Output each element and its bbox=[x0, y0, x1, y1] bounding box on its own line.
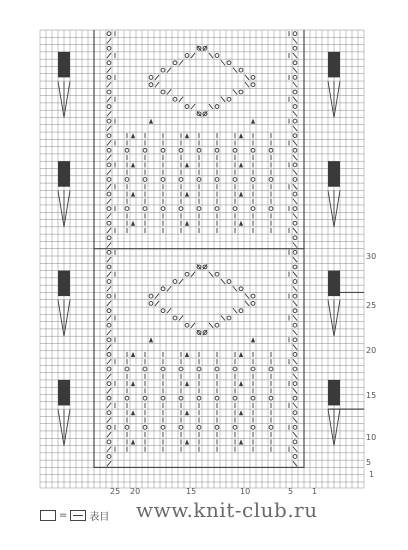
decrease-symbol bbox=[107, 170, 111, 175]
yarn-over-symbol bbox=[161, 367, 165, 371]
yarn-over-symbol bbox=[293, 105, 297, 109]
yarn-over-symbol bbox=[251, 83, 255, 87]
decrease-symbol bbox=[293, 97, 297, 102]
yarn-over-symbol bbox=[251, 301, 255, 305]
yarn-over-symbol bbox=[173, 280, 177, 284]
decrease-symbol bbox=[293, 53, 297, 58]
decrease-symbol bbox=[107, 432, 111, 437]
decrease-symbol bbox=[221, 315, 225, 320]
row-number-10: 10 bbox=[366, 433, 377, 442]
yarn-over-symbol bbox=[215, 148, 219, 152]
yarn-over-symbol bbox=[179, 425, 183, 429]
yarn-over-symbol bbox=[185, 54, 189, 58]
cable-cross-symbol bbox=[328, 271, 340, 297]
yarn-over-symbol bbox=[293, 352, 297, 356]
double-decrease-symbol bbox=[239, 381, 243, 386]
yarn-over-symbol bbox=[233, 396, 237, 400]
decrease-symbol bbox=[209, 323, 213, 328]
decrease-symbol bbox=[191, 272, 195, 277]
decrease-symbol bbox=[293, 155, 297, 160]
yarn-over-symbol bbox=[233, 367, 237, 371]
decrease-symbol bbox=[293, 38, 297, 43]
decrease-symbol bbox=[107, 82, 111, 87]
decrease-symbol bbox=[107, 155, 111, 160]
yarn-over-symbol bbox=[293, 75, 297, 79]
yarn-over-symbol bbox=[179, 396, 183, 400]
yarn-over-symbol bbox=[251, 178, 255, 182]
decrease-symbol bbox=[167, 89, 171, 94]
yarn-over-symbol bbox=[293, 440, 297, 444]
yarn-over-symbol bbox=[293, 148, 297, 152]
decrease-symbol bbox=[293, 286, 297, 291]
yarn-over-symbol bbox=[143, 367, 147, 371]
yarn-over-symbol bbox=[173, 97, 177, 101]
decrease-symbol bbox=[233, 89, 237, 94]
decrease-symbol bbox=[167, 68, 171, 73]
yarn-over-symbol bbox=[161, 207, 165, 211]
row-number-25: 25 bbox=[366, 301, 377, 310]
yarn-over-symbol bbox=[107, 178, 111, 182]
yarn-over-symbol bbox=[149, 294, 153, 298]
decrease-symbol bbox=[293, 432, 297, 437]
yarn-over-symbol bbox=[161, 309, 165, 313]
yarn-over-symbol bbox=[197, 148, 201, 152]
decrease-symbol bbox=[107, 388, 111, 393]
decrease-symbol bbox=[245, 82, 249, 87]
yarn-over-symbol bbox=[107, 411, 111, 415]
yarn-over-symbol bbox=[107, 90, 111, 94]
yarn-over-symbol bbox=[107, 323, 111, 327]
decrease-symbol bbox=[167, 308, 171, 313]
decrease-symbol bbox=[107, 461, 111, 466]
row-number-5: 5 bbox=[366, 458, 372, 467]
yarn-over-symbol bbox=[185, 105, 189, 109]
yarn-over-symbol bbox=[161, 396, 165, 400]
decrease-symbol bbox=[107, 111, 111, 116]
yarn-over-symbol bbox=[107, 236, 111, 240]
decrease-symbol bbox=[167, 286, 171, 291]
yarn-over-symbol bbox=[293, 119, 297, 123]
yarn-over-symbol bbox=[239, 287, 243, 291]
yarn-over-symbol bbox=[143, 178, 147, 182]
yarn-over-symbol bbox=[293, 265, 297, 269]
yarn-over-symbol bbox=[293, 207, 297, 211]
double-decrease-symbol bbox=[149, 119, 153, 124]
yarn-over-symbol bbox=[107, 32, 111, 36]
decrease-symbol bbox=[245, 301, 249, 306]
yarn-over-symbol bbox=[107, 338, 111, 342]
decrease-symbol bbox=[179, 60, 183, 65]
chart-grid bbox=[40, 30, 364, 488]
double-decrease-symbol bbox=[239, 133, 243, 138]
decrease-symbol bbox=[107, 140, 111, 145]
decrease-symbol bbox=[293, 315, 297, 320]
yarn-over-symbol bbox=[251, 367, 255, 371]
double-decrease-symbol bbox=[251, 337, 255, 342]
decrease-symbol bbox=[221, 97, 225, 102]
yarn-over-symbol bbox=[227, 280, 231, 284]
double-decrease-symbol bbox=[149, 337, 153, 342]
double-decrease-symbol bbox=[131, 221, 135, 226]
decrease-symbol bbox=[293, 228, 297, 233]
yarn-over-symbol bbox=[107, 163, 111, 167]
yarn-over-symbol bbox=[107, 396, 111, 400]
yarn-over-symbol bbox=[293, 309, 297, 313]
decrease-symbol bbox=[293, 126, 297, 131]
yarn-over-symbol bbox=[143, 396, 147, 400]
yarn-over-symbol bbox=[215, 367, 219, 371]
double-decrease-symbol bbox=[185, 133, 189, 138]
double-decrease-symbol bbox=[185, 410, 189, 415]
yarn-over-symbol bbox=[251, 75, 255, 79]
yarn-over-symbol bbox=[107, 425, 111, 429]
yarn-over-symbol bbox=[233, 207, 237, 211]
yarn-over-symbol bbox=[293, 178, 297, 182]
yarn-over-symbol bbox=[293, 90, 297, 94]
yarn-over-symbol bbox=[161, 178, 165, 182]
yarn-over-symbol bbox=[293, 250, 297, 254]
yarn-over-symbol bbox=[293, 382, 297, 386]
cable-cross-symbol bbox=[58, 380, 70, 406]
yarn-over-symbol bbox=[215, 178, 219, 182]
yarn-over-symbol bbox=[125, 396, 129, 400]
yarn-over-symbol bbox=[149, 83, 153, 87]
decrease-symbol bbox=[107, 345, 111, 350]
yarn-over-symbol bbox=[107, 119, 111, 123]
yarn-over-symbol bbox=[107, 309, 111, 313]
decrease-symbol bbox=[293, 213, 297, 218]
double-decrease-symbol bbox=[185, 439, 189, 444]
decrease-symbol bbox=[107, 315, 111, 320]
decrease-symbol bbox=[209, 104, 213, 109]
col-number-1: 1 bbox=[312, 487, 318, 496]
yarn-over-symbol bbox=[107, 294, 111, 298]
col-number-15: 15 bbox=[186, 487, 197, 496]
double-decrease-symbol bbox=[131, 191, 135, 196]
decrease-symbol bbox=[107, 213, 111, 218]
yarn-over-symbol bbox=[197, 178, 201, 182]
yarn-over-symbol bbox=[125, 367, 129, 371]
double-decrease-symbol bbox=[131, 410, 135, 415]
yarn-over-symbol bbox=[293, 192, 297, 196]
yarn-over-symbol bbox=[293, 323, 297, 327]
yarn-over-symbol bbox=[125, 178, 129, 182]
col-number-5: 5 bbox=[288, 487, 294, 496]
yarn-over-symbol bbox=[179, 367, 183, 371]
double-decrease-symbol bbox=[185, 162, 189, 167]
decrease-symbol bbox=[209, 53, 213, 58]
double-decrease-symbol bbox=[185, 221, 189, 226]
yarn-over-symbol bbox=[143, 425, 147, 429]
yarn-over-symbol bbox=[227, 316, 231, 320]
decrease-symbol bbox=[107, 53, 111, 58]
yarn-over-symbol bbox=[269, 367, 273, 371]
decrease-symbol bbox=[107, 68, 111, 73]
yarn-over-symbol bbox=[293, 294, 297, 298]
decrease-symbol bbox=[107, 330, 111, 335]
decrease-symbol bbox=[107, 126, 111, 131]
decrease-symbol bbox=[209, 272, 213, 277]
decrease-symbol bbox=[293, 461, 297, 466]
yarn-over-symbol bbox=[293, 411, 297, 415]
yarn-over-symbol bbox=[161, 425, 165, 429]
cable-cross-symbol bbox=[58, 161, 70, 187]
yarn-over-symbol bbox=[107, 367, 111, 371]
legend-equals: = bbox=[59, 509, 68, 521]
decrease-symbol bbox=[107, 228, 111, 233]
decrease-symbol bbox=[179, 315, 183, 320]
col-number-10: 10 bbox=[240, 487, 251, 496]
yarn-over-symbol bbox=[293, 134, 297, 138]
yarn-over-symbol bbox=[161, 287, 165, 291]
yarn-over-symbol bbox=[125, 148, 129, 152]
yarn-over-symbol bbox=[215, 105, 219, 109]
yarn-over-symbol bbox=[251, 425, 255, 429]
legend-knit-box bbox=[40, 510, 56, 521]
double-decrease-symbol bbox=[239, 410, 243, 415]
decrease-symbol bbox=[191, 53, 195, 58]
double-decrease-symbol bbox=[131, 352, 135, 357]
yarn-over-symbol bbox=[215, 425, 219, 429]
yarn-over-symbol bbox=[233, 148, 237, 152]
yarn-over-symbol bbox=[107, 382, 111, 386]
yarn-over-symbol bbox=[293, 236, 297, 240]
yarn-over-symbol bbox=[293, 396, 297, 400]
yarn-over-symbol bbox=[269, 178, 273, 182]
yarn-over-symbol bbox=[107, 46, 111, 50]
double-decrease-symbol bbox=[185, 352, 189, 357]
yarn-over-symbol bbox=[293, 221, 297, 225]
yarn-over-symbol bbox=[125, 207, 129, 211]
yarn-over-symbol bbox=[173, 61, 177, 65]
yarn-over-symbol bbox=[293, 425, 297, 429]
decrease-symbol bbox=[221, 279, 225, 284]
yarn-over-symbol bbox=[179, 148, 183, 152]
decrease-symbol bbox=[107, 257, 111, 262]
col-number-25: 25 bbox=[110, 487, 121, 496]
cable-cross-symbol bbox=[328, 161, 340, 187]
yarn-over-symbol bbox=[269, 148, 273, 152]
yarn-over-symbol bbox=[185, 323, 189, 327]
yarn-over-symbol bbox=[107, 192, 111, 196]
yarn-over-symbol bbox=[197, 425, 201, 429]
decrease-symbol bbox=[107, 301, 111, 306]
decrease-symbol bbox=[107, 184, 111, 189]
yarn-over-symbol bbox=[107, 61, 111, 65]
decrease-symbol bbox=[155, 75, 159, 80]
yarn-over-symbol bbox=[161, 90, 165, 94]
yarn-over-symbol bbox=[251, 294, 255, 298]
yarn-over-symbol bbox=[179, 178, 183, 182]
yarn-over-symbol bbox=[161, 68, 165, 72]
yarn-over-symbol bbox=[197, 207, 201, 211]
decrease-symbol bbox=[179, 97, 183, 102]
double-decrease-symbol bbox=[131, 439, 135, 444]
decrease-symbol bbox=[293, 447, 297, 452]
yarn-over-symbol bbox=[215, 396, 219, 400]
legend-purl-text: 表目 bbox=[89, 511, 110, 523]
yarn-over-symbol bbox=[107, 440, 111, 444]
yarn-over-symbol bbox=[107, 280, 111, 284]
site-watermark: www.knit-club.ru bbox=[136, 498, 318, 522]
decrease-symbol bbox=[293, 301, 297, 306]
yarn-over-symbol bbox=[251, 148, 255, 152]
decrease-symbol bbox=[155, 82, 159, 87]
yarn-over-symbol bbox=[149, 75, 153, 79]
yarn-over-symbol bbox=[227, 61, 231, 65]
yarn-over-symbol bbox=[143, 148, 147, 152]
yarn-over-symbol bbox=[197, 396, 201, 400]
decrease-symbol bbox=[107, 97, 111, 102]
cable-cross-symbol bbox=[328, 52, 340, 78]
yarn-over-symbol bbox=[179, 207, 183, 211]
yarn-over-symbol bbox=[293, 32, 297, 36]
yarn-over-symbol bbox=[107, 207, 111, 211]
yarn-over-symbol bbox=[215, 54, 219, 58]
decrease-symbol bbox=[107, 417, 111, 422]
decrease-symbol bbox=[293, 82, 297, 87]
double-decrease-symbol bbox=[239, 221, 243, 226]
decrease-symbol bbox=[107, 359, 111, 364]
yarn-over-symbol bbox=[143, 207, 147, 211]
yarn-over-symbol bbox=[215, 207, 219, 211]
double-decrease-symbol bbox=[185, 191, 189, 196]
yarn-over-symbol bbox=[251, 396, 255, 400]
yarn-over-symbol bbox=[293, 61, 297, 65]
double-decrease-symbol bbox=[239, 439, 243, 444]
decrease-symbol bbox=[293, 184, 297, 189]
double-decrease-symbol bbox=[131, 381, 135, 386]
decrease-symbol bbox=[191, 323, 195, 328]
yarn-over-symbol bbox=[293, 338, 297, 342]
row-number-30: 30 bbox=[366, 252, 377, 261]
decrease-symbol bbox=[191, 104, 195, 109]
yarn-over-symbol bbox=[161, 148, 165, 152]
decrease-symbol bbox=[107, 374, 111, 379]
yarn-over-symbol bbox=[227, 97, 231, 101]
decrease-symbol bbox=[293, 272, 297, 277]
yarn-over-symbol bbox=[107, 221, 111, 225]
decrease-symbol bbox=[155, 294, 159, 299]
yarn-over-symbol bbox=[173, 316, 177, 320]
decrease-symbol bbox=[245, 75, 249, 80]
yarn-over-symbol bbox=[293, 46, 297, 50]
decrease-symbol bbox=[155, 301, 159, 306]
yarn-over-symbol bbox=[293, 455, 297, 459]
decrease-symbol bbox=[293, 330, 297, 335]
decrease-symbol bbox=[293, 243, 297, 248]
decrease-symbol bbox=[107, 199, 111, 204]
yarn-over-symbol bbox=[107, 105, 111, 109]
symbol-legend bbox=[40, 507, 109, 523]
yarn-over-symbol bbox=[215, 323, 219, 327]
yarn-over-symbol bbox=[269, 425, 273, 429]
yarn-over-symbol bbox=[251, 207, 255, 211]
decrease-symbol bbox=[107, 243, 111, 248]
yarn-over-symbol bbox=[233, 425, 237, 429]
yarn-over-symbol bbox=[269, 396, 273, 400]
decrease-symbol bbox=[245, 294, 249, 299]
yarn-over-symbol bbox=[107, 265, 111, 269]
yarn-over-symbol bbox=[233, 178, 237, 182]
decrease-symbol bbox=[293, 345, 297, 350]
decrease-symbol bbox=[107, 38, 111, 43]
row-number-20: 20 bbox=[366, 346, 377, 355]
yarn-over-symbol bbox=[197, 367, 201, 371]
decrease-symbol bbox=[293, 388, 297, 393]
yarn-over-symbol bbox=[293, 280, 297, 284]
decrease-symbol bbox=[293, 170, 297, 175]
cable-cross-symbol bbox=[58, 52, 70, 78]
decrease-symbol bbox=[107, 272, 111, 277]
col-number-20: 20 bbox=[130, 487, 141, 496]
yarn-over-symbol bbox=[215, 272, 219, 276]
yarn-over-symbol bbox=[239, 68, 243, 72]
row-number-1: 1 bbox=[369, 470, 375, 479]
double-decrease-symbol bbox=[239, 162, 243, 167]
yarn-over-symbol bbox=[107, 352, 111, 356]
legend-purl-box bbox=[70, 510, 86, 521]
decrease-symbol bbox=[293, 359, 297, 364]
decrease-symbol bbox=[293, 140, 297, 145]
yarn-over-symbol bbox=[107, 148, 111, 152]
yarn-over-symbol bbox=[149, 301, 153, 305]
yarn-over-symbol bbox=[107, 455, 111, 459]
double-decrease-symbol bbox=[131, 133, 135, 138]
yarn-over-symbol bbox=[185, 272, 189, 276]
yarn-over-symbol bbox=[107, 134, 111, 138]
decrease-symbol bbox=[107, 286, 111, 291]
double-decrease-symbol bbox=[239, 352, 243, 357]
yarn-over-symbol bbox=[269, 207, 273, 211]
decrease-symbol bbox=[179, 279, 183, 284]
yarn-over-symbol bbox=[239, 309, 243, 313]
decrease-symbol bbox=[233, 308, 237, 313]
row-number-15: 15 bbox=[366, 391, 377, 400]
decrease-symbol bbox=[293, 199, 297, 204]
decrease-symbol bbox=[107, 447, 111, 452]
decrease-symbol bbox=[107, 403, 111, 408]
yarn-over-symbol bbox=[293, 163, 297, 167]
double-decrease-symbol bbox=[251, 119, 255, 124]
double-decrease-symbol bbox=[185, 381, 189, 386]
yarn-over-symbol bbox=[125, 425, 129, 429]
yarn-over-symbol bbox=[293, 367, 297, 371]
decrease-symbol bbox=[233, 286, 237, 291]
decrease-symbol bbox=[293, 417, 297, 422]
decrease-symbol bbox=[293, 68, 297, 73]
double-decrease-symbol bbox=[239, 191, 243, 196]
decrease-symbol bbox=[293, 257, 297, 262]
yarn-over-symbol bbox=[239, 90, 243, 94]
cable-cross-symbol bbox=[328, 380, 340, 406]
double-decrease-symbol bbox=[131, 162, 135, 167]
decrease-symbol bbox=[233, 68, 237, 73]
decrease-symbol bbox=[293, 111, 297, 116]
decrease-symbol bbox=[221, 60, 225, 65]
decrease-symbol bbox=[293, 374, 297, 379]
yarn-over-symbol bbox=[107, 75, 111, 79]
decrease-symbol bbox=[293, 403, 297, 408]
yarn-over-symbol bbox=[107, 250, 111, 254]
cable-cross-symbol bbox=[58, 271, 70, 297]
